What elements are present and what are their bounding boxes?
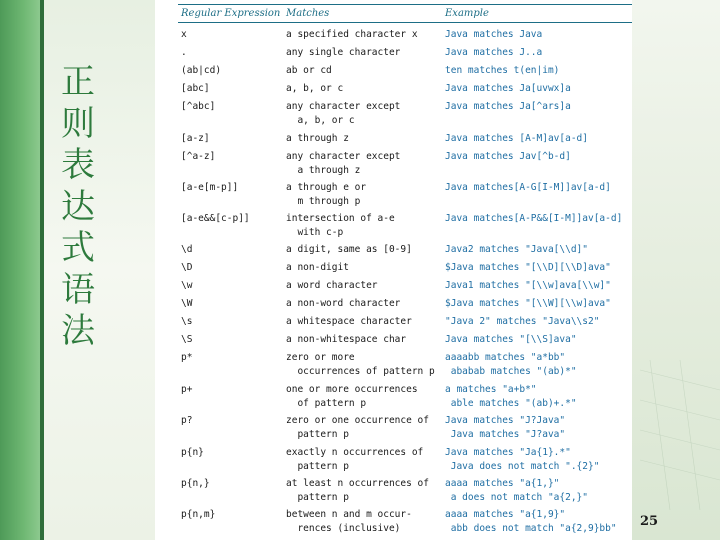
left-stripe-edge [40, 0, 44, 540]
regex-cell: x [181, 29, 187, 40]
matches-cell: a non-word character [286, 298, 401, 309]
example-cell: $Java matches "[\\D][\\D]ava" [445, 262, 611, 273]
regex-cell: (ab|cd) [181, 65, 222, 76]
matches-cell: a through e or m through p [286, 182, 367, 207]
regex-cell: [^a-z] [181, 151, 216, 162]
matches-cell: ab or cd [286, 65, 332, 76]
example-cell: Java matches [A-M]av[a-d] [445, 133, 588, 144]
matches-cell: a whitespace character [286, 316, 412, 327]
regex-table [173, 0, 632, 540]
header-example: Example [445, 8, 489, 19]
example-cell: Java2 matches "Java[\\d]" [445, 244, 588, 255]
left-green-stripe [0, 0, 40, 540]
matches-cell: a word character [286, 280, 378, 291]
slide-title: 正 则 表 达 式 语 法 [61, 62, 95, 351]
matches-cell: a through z [286, 133, 349, 144]
matches-cell: any single character [286, 47, 401, 58]
regex-cell: p? [181, 415, 193, 426]
header-top-rule [178, 4, 632, 5]
matches-cell: at least n occurrences of pattern p [286, 478, 429, 503]
regex-cell: p* [181, 352, 193, 363]
example-cell: aaaabb matches "a*bb" ababab matches "(ab)*" [445, 352, 577, 377]
example-cell: aaaa matches "a{1,}" a does not match "a{2,}" [445, 478, 588, 503]
regex-cell: p+ [181, 384, 193, 395]
matches-cell: zero or one occurrence of pattern p [286, 415, 429, 440]
example-cell: Java matches[A-P&&[I-M]]av[a-d] [445, 213, 623, 224]
header-matches: Matches [286, 8, 330, 19]
header-regex: Regular Expression [181, 8, 281, 19]
example-cell: Java matches Java [445, 29, 543, 40]
regex-cell: [a-e&&[c-p]] [181, 213, 250, 224]
matches-cell: exactly n occurrences of pattern p [286, 447, 424, 472]
example-cell: Java matches Jav[^b-d] [445, 151, 571, 162]
regex-cell: [abc] [181, 83, 210, 94]
header-bottom-rule [178, 22, 632, 23]
regex-cell: [a-z] [181, 133, 210, 144]
matches-cell: intersection of a-e with c-p [286, 213, 395, 238]
example-cell: a matches "a+b*" able matches "(ab)+.*" [445, 384, 577, 409]
regex-cell: . [181, 47, 187, 58]
example-cell: "Java 2" matches "Java\\s2" [445, 316, 600, 327]
slide-page-number: 25 [640, 514, 659, 529]
example-cell: Java matches[A-G[I-M]]av[a-d] [445, 182, 611, 193]
regex-cell: \W [181, 298, 193, 309]
regex-cell: \s [181, 316, 193, 327]
decorative-grid [640, 360, 720, 510]
example-cell: $Java matches "[\\W][\\w]ava" [445, 298, 611, 309]
matches-cell: zero or more occurrences of pattern p [286, 352, 435, 377]
matches-cell: a specified character x [286, 29, 418, 40]
regex-cell: [^abc] [181, 101, 216, 112]
matches-cell: any character except a through z [286, 151, 401, 176]
regex-cell: [a-e[m-p]] [181, 182, 239, 193]
example-cell: Java1 matches "[\\w]ava[\\w]" [445, 280, 611, 291]
example-cell: Java matches J..a [445, 47, 543, 58]
matches-cell: a digit, same as [0-9] [286, 244, 412, 255]
matches-cell: a non-digit [286, 262, 349, 273]
regex-cell: p{n,} [181, 478, 210, 489]
regex-cell: \D [181, 262, 193, 273]
example-cell: Java matches "Ja{1}.*" Java does not match ".{2}" [445, 447, 600, 472]
example-cell: Java matches "[\\S]ava" [445, 334, 577, 345]
matches-cell: a, b, or c [286, 83, 344, 94]
example-cell: aaaa matches "a{1,9}" abb does not match "a{2,9}bb" [445, 509, 617, 534]
regex-cell: p{n,m} [181, 509, 216, 520]
example-cell: Java matches Ja[^ars]a [445, 101, 571, 112]
regex-cell: \d [181, 244, 193, 255]
example-cell: ten matches t(en|im) [445, 65, 560, 76]
regex-cell: \w [181, 280, 193, 291]
regex-cell: \S [181, 334, 193, 345]
example-cell: Java matches "J?Java" Java matches "J?ava" [445, 415, 566, 440]
matches-cell: a non-whitespace char [286, 334, 407, 345]
matches-cell: one or more occurrences of pattern p [286, 384, 418, 409]
example-cell: Java matches Ja[uvwx]a [445, 83, 571, 94]
matches-cell: any character except a, b, or c [286, 101, 401, 126]
matches-cell: between n and m occur- rences (inclusive) [286, 509, 412, 534]
regex-cell: p{n} [181, 447, 204, 458]
